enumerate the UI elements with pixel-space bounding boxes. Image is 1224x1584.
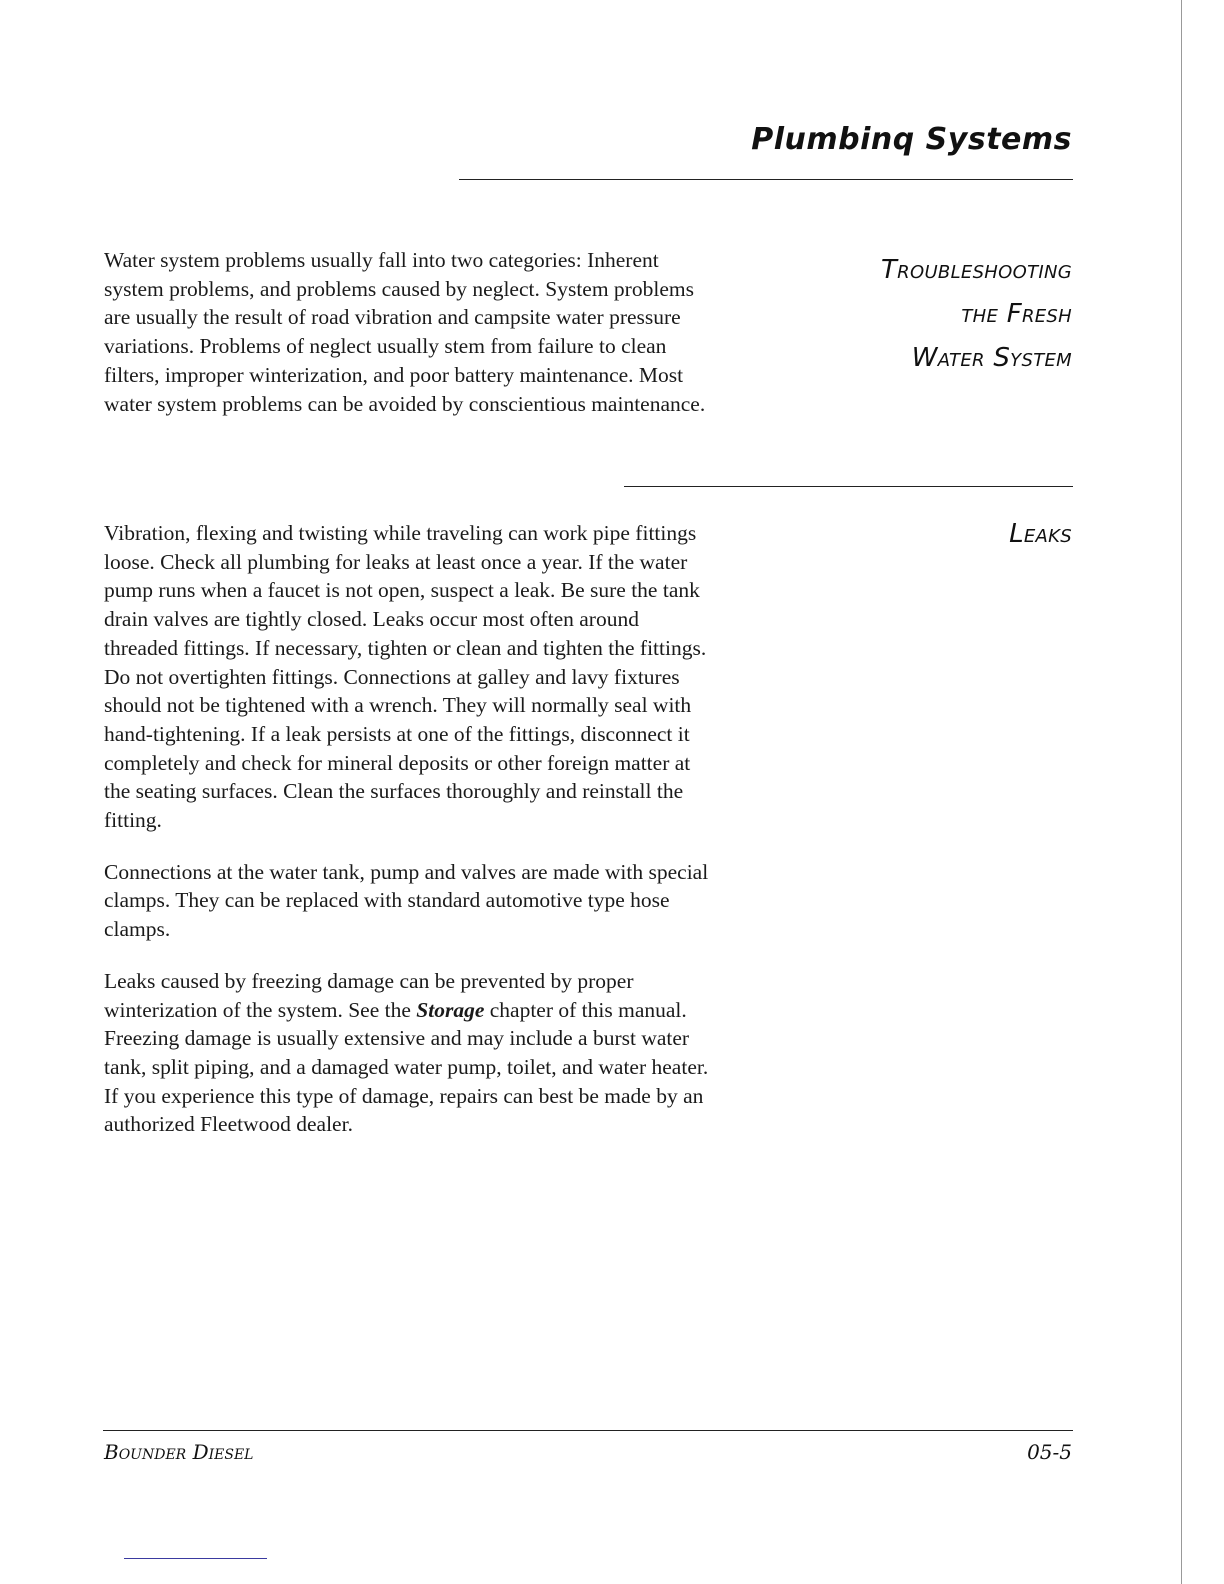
footer-divider	[103, 1430, 1073, 1431]
heading-line: Water System	[911, 343, 1072, 373]
heading-line: Leaks	[1009, 519, 1072, 549]
footer-manual-title: Bounder Diesel	[104, 1440, 254, 1464]
section-body-troubleshooting	[104, 246, 716, 418]
header-divider	[459, 179, 1073, 180]
paragraph	[104, 967, 716, 1139]
storage-chapter-reference: Storage	[416, 997, 485, 1022]
paragraph-text: Leaks caused by freezing damage can be prevented by proper winterization of the system. See the	[104, 968, 634, 1022]
paragraph-text: chapter of this manual. Freezing damage is usually extensive and may include a burst water tank, split piping, and a damaged water pump, toilet, and water heater. If you experience this type of damage, repairs can best be made by an authorized Fleetwood dealer.	[104, 997, 709, 1137]
heading-line: the Fresh	[961, 299, 1072, 329]
section-body-leaks	[104, 519, 716, 1139]
paragraph: Vibration, flexing and twisting while traveling can work pipe fittings loose. Check all plumbing for leaks at least once a year. If the water pump runs when a faucet is not open, suspect a leak. Be sure the tank drain valves are tightly closed. Leaks occur most often around threaded fittings. If necessary, tighten or clean and tighten the fittings. Do not overtighten fittings. Connections at galley and lavy fixtures should not be tightened with a wrench. They will normally seal with hand-tightening. If a leak persists at one of the fittings, disconnect it completely and check for mineral deposits or other foreign matter at the seating surfaces. Clean the surfaces thoroughly and reinstall the fitting.	[104, 521, 707, 833]
section-heading-leaks	[1009, 512, 1072, 556]
page-title: Plumbinq Systems	[751, 122, 1072, 157]
footer-page-number: 05-5	[1027, 1440, 1072, 1464]
heading-line: Troubleshooting	[881, 255, 1072, 285]
bottom-mark-line	[124, 1558, 267, 1559]
paragraph: Connections at the water tank, pump and valves are made with special clamps. They can be replaced with standard automotive type hose clamps.	[104, 859, 709, 942]
section-heading-troubleshooting	[881, 248, 1072, 380]
section-divider	[624, 486, 1073, 487]
page-edge-line	[1181, 0, 1182, 1584]
paragraph: Water system problems usually fall into two categories: Inherent system problems, and problems caused by neglect. System problems are usually the result of road vibration and campsite water pressure variations. Problems of neglect usually stem from failure to clean filters, improper winterization, and poor battery maintenance. Most water system problems can be avoided by conscientious maintenance.	[104, 248, 706, 416]
